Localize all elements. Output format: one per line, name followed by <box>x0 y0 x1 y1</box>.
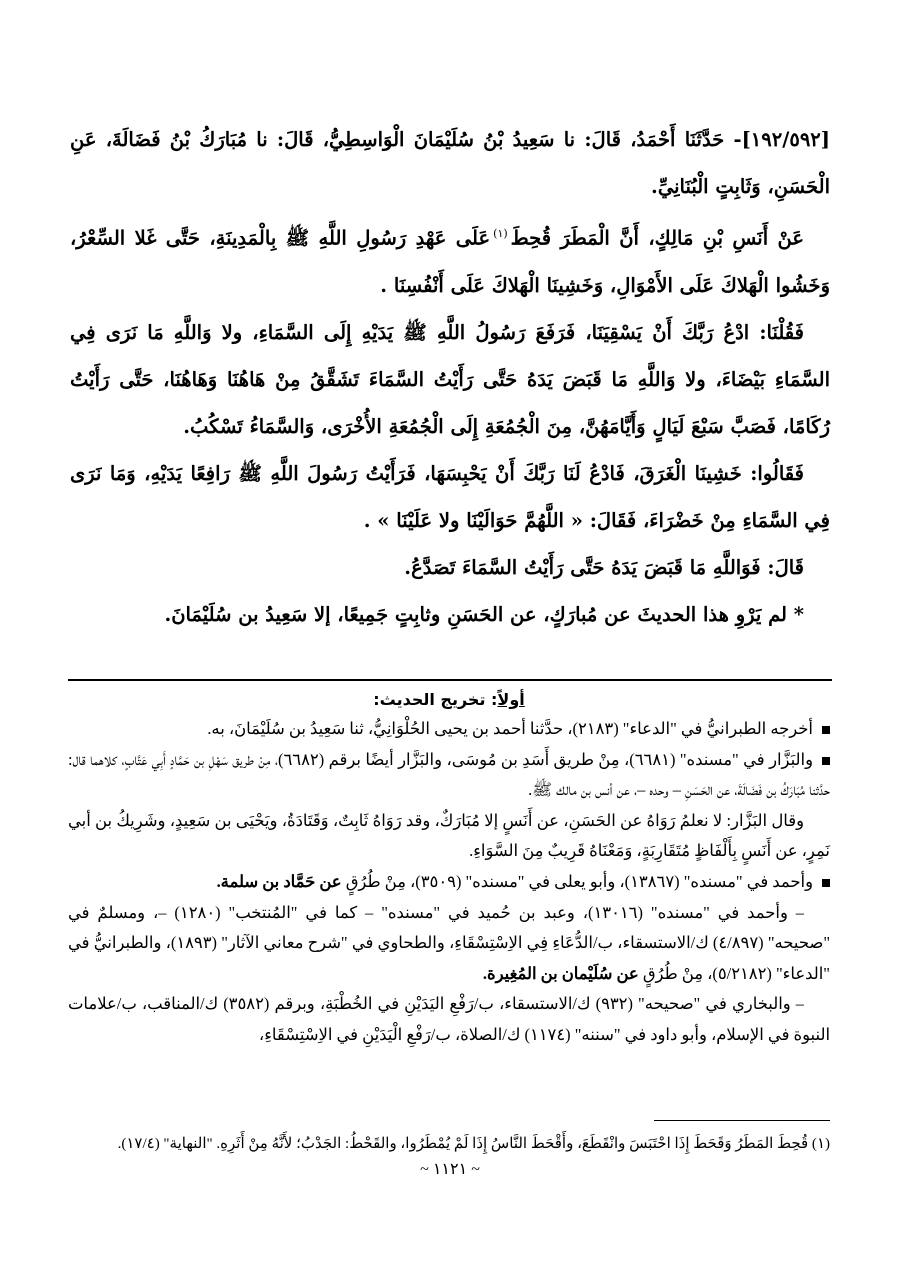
takhrij-paragraph-6: – والبخاري في "صحيحه" (٩٣٢) ك/الاستسقاء، ب/رَفْعِ اليَدَيْنِ في الخُطْبَةِ، وبرقم (٣٥٨٢) ك/المناقب، ب/علامات النبوة في الإسلام، وأبو داود في "سننه" (١١٧٤) ك/الصلاة، ب/رَفْعِ الْيَدَيْنِ في الاِسْتِسْقَاءِ، <box>68 994 830 1044</box>
takhrij-paragraph-4 <box>68 867 830 898</box>
matn-paragraph-2: فَقُلْنَا: ادْعُ رَبَّكَ أَنْ يَسْقِيَنَا، فَرَفَعَ رَسُولُ اللَّهِ ﷺ يَدَيْهِ إِلَى السَّمَاءِ، ولا وَاللَّهِ مَا نَرَى فِي السَّمَاءِ بَيْضَاءَ، ولا وَاللَّهِ مَا قَبَضَ يَدَهُ حَتَّى رَأَيْتُ السَّمَاءَ تَشَقَّقُ مِنْ هَاهُنَا وَهَاهُنَا، حَتَّى رَأَيْتُ رُكَامًا، فَصَبَّ سَبْعَ لَيَالٍ وَأَيَّامَهُنَّ، مِنَ الْجُمُعَةِ إِلَى الْجُمُعَةِ الأُخْرَى، وَالسَّمَاءُ تَسْكُبُ. <box>70 320 830 438</box>
footnote: (١) قُحِطَ المَطَرُ وَقَحَطَ إِذَا احْتَبَسَ وانْقَطَعَ، وأَقْحَطَ النَّاسُ إِذَا لَمْ يُمْطَرُوا، والقَحْطُ: الجَدْبُ؛ لأَنَّهُ مِنْ أَثَرِهِ. "النهاية" (١٧/٤). <box>117 1136 830 1152</box>
section-title <box>68 686 830 714</box>
takhrij-paragraph-1 <box>68 714 830 745</box>
takhrij-text: وأحمد في "مسنده" (١٣٨٦٧)، وأبو يعلى في "مسنده" (٣٥٠٩)، مِنْ طُرُقٍ <box>345 871 813 891</box>
takhrij-text: أخرجه الطبرانيُّ في "الدعاء" (٢١٨٣)، حدَّثنا أحمد بن يحيى الحُلْوَانِيُّ، ثنا سَعِيدُ بن سُلَيْمَانَ، به. <box>207 719 813 738</box>
takhrij-section <box>68 686 830 1051</box>
bullet-icon <box>822 726 830 734</box>
matn-paragraph-1 <box>70 210 830 309</box>
footnote-reference[interactable]: (١) <box>493 227 508 240</box>
matn-text: عَلَى عَهْدِ رَسُولِ اللَّهِ ﷺ بِالْمَدِينَةِ، حَتَّى غَلا السِّعْرُ، وَخَشُوا الْهَلاكَ عَلَى الأَمْوَالِ، وَخَشِينَا الْهَلاكَ عَلَى أَنْفُسِنَا . <box>70 226 830 297</box>
bullet-icon <box>822 879 830 887</box>
narration-note: * لم يَرْوِ هذا الحديثَ عن مُبارَكٍ، عن الحَسَنِ وثابِتٍ جَمِيعًا، إلا سَعِيدُ بن سُلَيْمَانَ. <box>164 602 804 626</box>
section-divider <box>68 679 832 681</box>
takhrij-text: – وأحمد في "مسنده" (١٣٠١٦)، وعبد بن حُميد في "مسنده" – كما في "المُنتخب" (١٢٨٠) –، ومسلمٌ في "صحيحه" (٤/٨٩٧) ك/الاستسقاء، ب/الدُّعَاءِ فِي الاِسْتِسْقَاءِ، والطحاوي في "شرح معاني الآثار" (١٨٩٣)، والطبرانيُّ في "الدعاء" (٥/٢١٨٢)، مِنْ طُرُقٍ <box>68 902 831 983</box>
matn-text: عَنْ أَنَسِ بْنِ مَالِكٍ، أَنَّ الْمَطَرَ قُحِطَ <box>510 226 804 250</box>
hadith-text <box>70 116 830 638</box>
section-title-number: أولاً <box>497 690 525 709</box>
page-number: ~ ١١٢١ ~ <box>420 1161 480 1178</box>
takhrij-bold-text: عن سُلَيْمان بن المُغِيرة. <box>482 963 639 983</box>
matn-paragraph-3: فَقَالُوا: خَشِينَا الْغَرَقَ، فَادْعُ لَنَا رَبَّكَ أَنْ يَحْبِسَهَا، فَرَأَيْتُ رَسُولَ اللَّهِ ﷺ رَافِعًا يَدَيْهِ، وَمَا نَرَى فِي السَّمَاءِ مِنْ خَضْرَاءَ، فَقَالَ: « اللَّهُمَّ حَوَالَيْنَا ولا عَلَيْنَا » . <box>70 461 830 532</box>
section-title-text: : تخريج الحديث: <box>373 690 498 709</box>
takhrij-text: والبَزَّار في "مسنده" (٦٦٨١)، مِنْ طريق أَسَدِ بن مُوسَى، والبَزَّار أيضًا برقم (٦٦٨٢)، مِنْ طريق سَهْلِ بن حَمَّادٍ أَبِي عَتَّابٍ، كلاهما قال: حدَّثنا مُبَارَكُ بن فَضَالَةَ، عن الحَسَنِ – وحده –، عن أنس بن مالك ﷺ. <box>68 749 830 800</box>
takhrij-paragraph-5 <box>68 898 830 990</box>
matn-paragraph-4: قَالَ: فَوَاللَّهِ مَا قَبَضَ يَدَهُ حَتَّى رَأَيْتُ السَّمَاءَ تَصَدَّعُ. <box>404 555 804 579</box>
takhrij-paragraph-2 <box>68 745 830 806</box>
isnad-paragraph: [١٩٢/٥٩٢]- حَدَّثَنَا أَحْمَدُ، قَالَ: نا سَعِيدُ بْنُ سُلَيْمَانَ الْوَاسِطِيُّ، قَالَ: نا مُبَارَكُ بْنُ فَضَالَةَ، عَنِ الْحَسَنِ، وَثَابِتٍ الْبُنَانِيِّ. <box>70 128 830 198</box>
footnote-divider <box>654 1120 830 1121</box>
takhrij-paragraph-3: وقال البَزَّار: لا نعلمُ رَوَاهُ عن الحَسَنِ، عن أَنَسٍ إلا مُبَارَكٌ، وقد رَوَاهُ ثَابِتٌ، وَقَتَادَةُ، ويَحْيَى بن سَعِيدٍ، وشَرِيكُ بن أبي نَمِرٍ، عن أَنَسٍ بِأَلْفَاظٍ مُتَقَارِبَةٍ، وَمَعْنَاهُ قَرِيبٌ مِنَ السَّوَاءِ. <box>68 810 830 861</box>
bullet-icon <box>822 757 830 765</box>
takhrij-bold-text: عن حَمَّاد بن سلمة. <box>216 871 342 891</box>
